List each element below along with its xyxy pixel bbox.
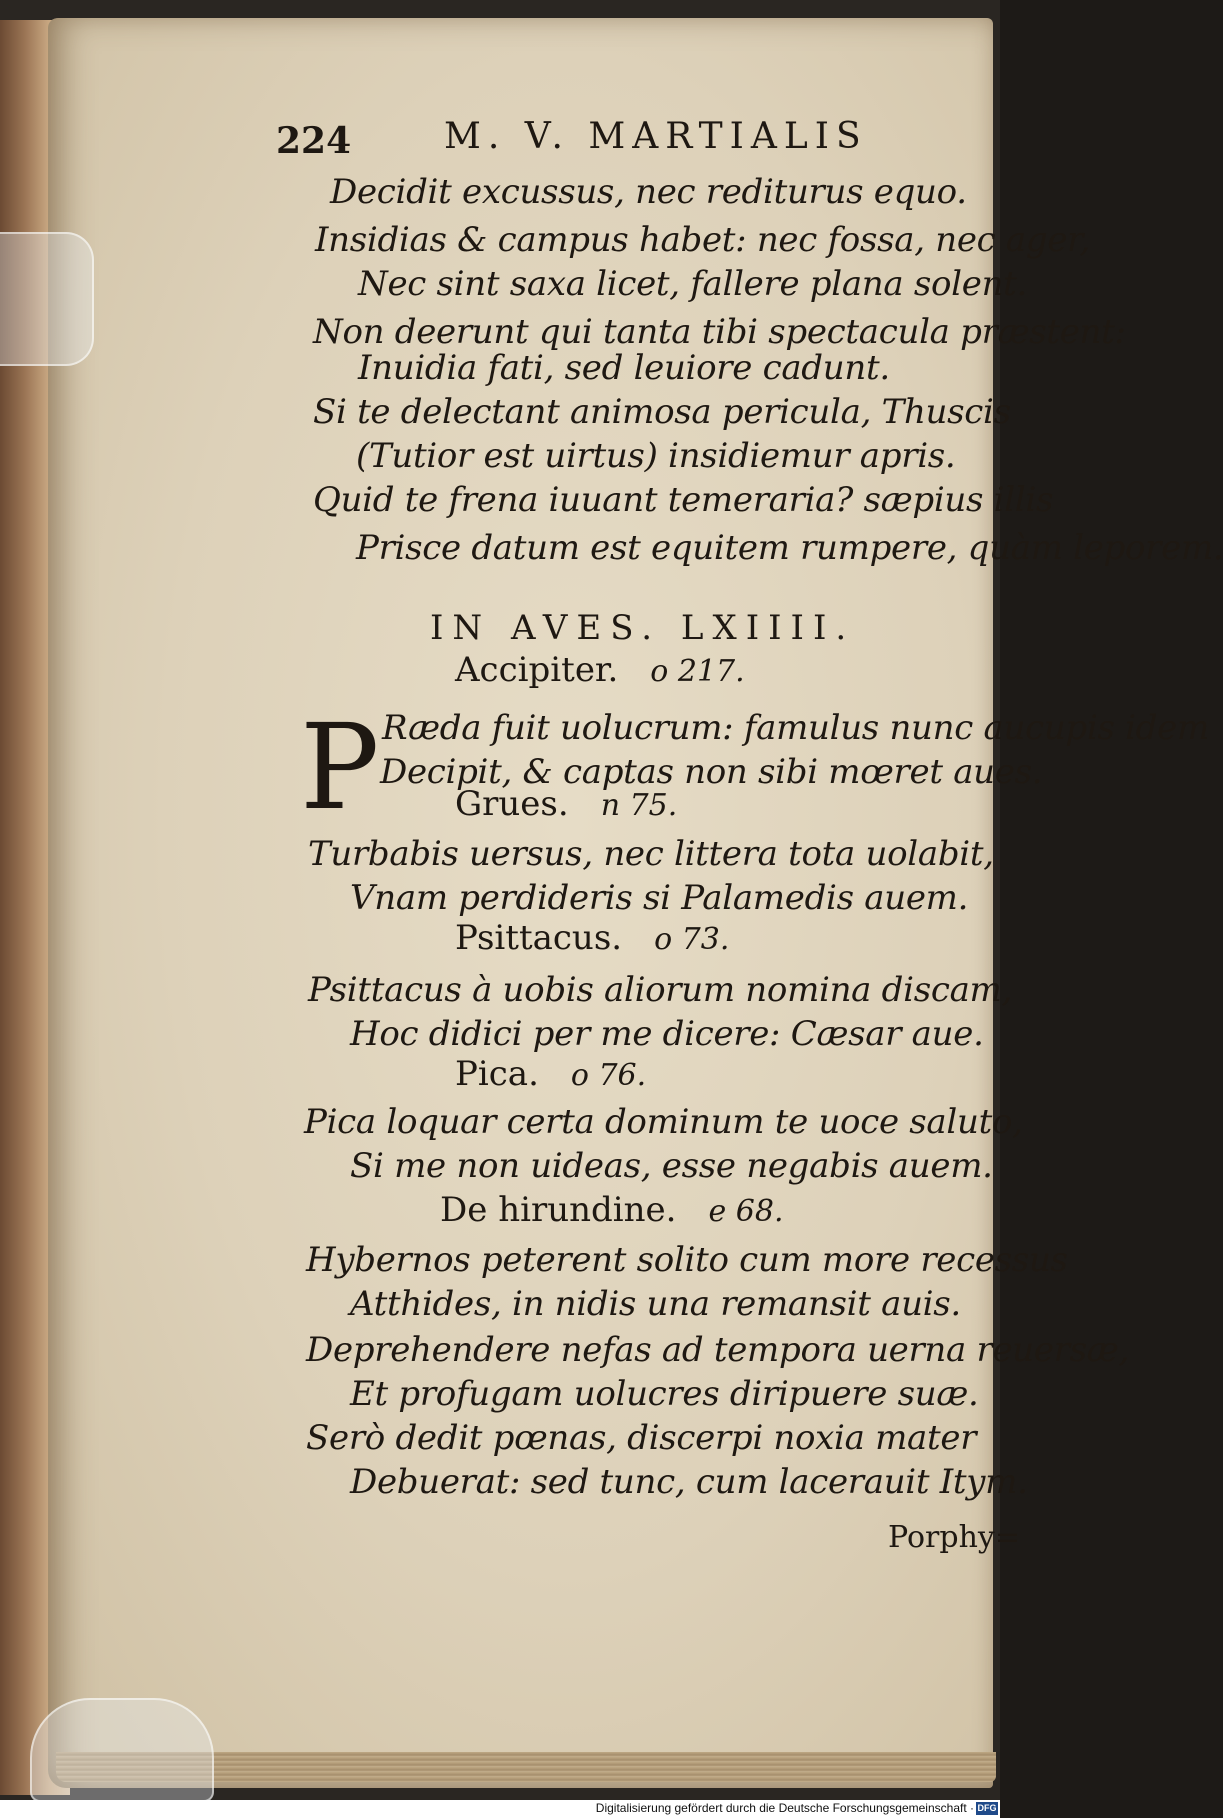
poem-title bbox=[440, 1190, 783, 1230]
verse-line: Si me non uideas, esse negabis auem. bbox=[350, 1146, 993, 1186]
verse-line: Psittacus à uobis aliorum nomina discam, bbox=[308, 970, 1013, 1010]
page-number: 224 bbox=[276, 120, 352, 162]
poem-reference: o 76. bbox=[570, 1058, 647, 1093]
poem-title-text: Psittacus. bbox=[455, 918, 623, 958]
verse-line: Hybernos peterent solito cum more recessus bbox=[306, 1240, 1068, 1280]
verse-line: Insidias & campus habet: nec fossa, nec ager, bbox=[315, 220, 1090, 260]
section-heading: IN AVES. LXIIII. bbox=[430, 608, 856, 648]
poem-reference: o 217. bbox=[650, 654, 745, 689]
verse-line: Decidit excussus, nec rediturus equo. bbox=[330, 172, 967, 212]
funding-credit: Digitalisierung gefördert durch die Deutsche Forschungsgemeinschaft · bbox=[595, 1801, 974, 1815]
poem-title-text: Pica. bbox=[455, 1054, 539, 1094]
verse-line: Hoc didici per me dicere: Cæsar aue. bbox=[350, 1014, 984, 1054]
poem-title bbox=[455, 1054, 646, 1094]
verse-line: Turbabis uersus, nec littera tota uolabit, bbox=[308, 834, 994, 874]
verse-line: Pica loquar certa dominum te uoce saluto, bbox=[304, 1102, 1023, 1142]
drop-capital: P bbox=[300, 698, 380, 836]
poem-title bbox=[455, 650, 745, 690]
poem-title bbox=[455, 784, 677, 824]
verse-line: Nec sint saxa licet, fallere plana solent. bbox=[358, 264, 1028, 304]
verse-line: Et profugam uolucres diripuere suæ. bbox=[350, 1374, 979, 1414]
verse-line: Inuidia fati, sed leuiore cadunt. bbox=[358, 348, 890, 388]
verse-line: Non deerunt qui tanta tibi spectacula præstent: bbox=[313, 312, 1126, 352]
running-title: M. V. MARTIALIS bbox=[444, 116, 868, 157]
verse-line: Deprehendere nefas ad tempora uerna reuersæ, bbox=[306, 1330, 1129, 1370]
catchword: Porphy= bbox=[888, 1520, 1020, 1555]
poem-reference: e 68. bbox=[708, 1194, 784, 1229]
verse-line: Atthides, in nidis una remansit auis. bbox=[350, 1284, 961, 1324]
verse-line: Serò dedit pœnas, discerpi noxia mater bbox=[306, 1418, 977, 1458]
poem-title-text: Grues. bbox=[455, 784, 569, 824]
verse-line: Quid te frena iuuant temeraria? sæpius illis bbox=[313, 480, 1054, 520]
poem-reference: o 73. bbox=[654, 922, 730, 957]
poem-title-text: De hirundine. bbox=[440, 1190, 677, 1230]
poem-reference: n 75. bbox=[600, 788, 678, 823]
poem-title-text: Accipiter. bbox=[455, 650, 619, 690]
verse-line: Ræda fuit uolucrum: famulus nunc aucupis idem bbox=[382, 708, 1209, 748]
verse-line: Si te delectant animosa pericula, Thuscis bbox=[313, 392, 1011, 432]
poem-title bbox=[455, 918, 729, 958]
verse-line: Prisce datum est equitem rumpere, quàm leporem. bbox=[356, 528, 1223, 568]
verse-line: Vnam perdideris si Palamedis auem. bbox=[350, 878, 969, 918]
verse-line: Decipit, & captas non sibi mœret aues. bbox=[380, 752, 1043, 792]
verse-line: (Tutior est uirtus) insidiemur apris. bbox=[356, 436, 956, 476]
dfg-logo: DFG bbox=[977, 1803, 997, 1813]
verse-line: Debuerat: sed tunc, cum lacerauit Itym. bbox=[350, 1462, 1028, 1502]
